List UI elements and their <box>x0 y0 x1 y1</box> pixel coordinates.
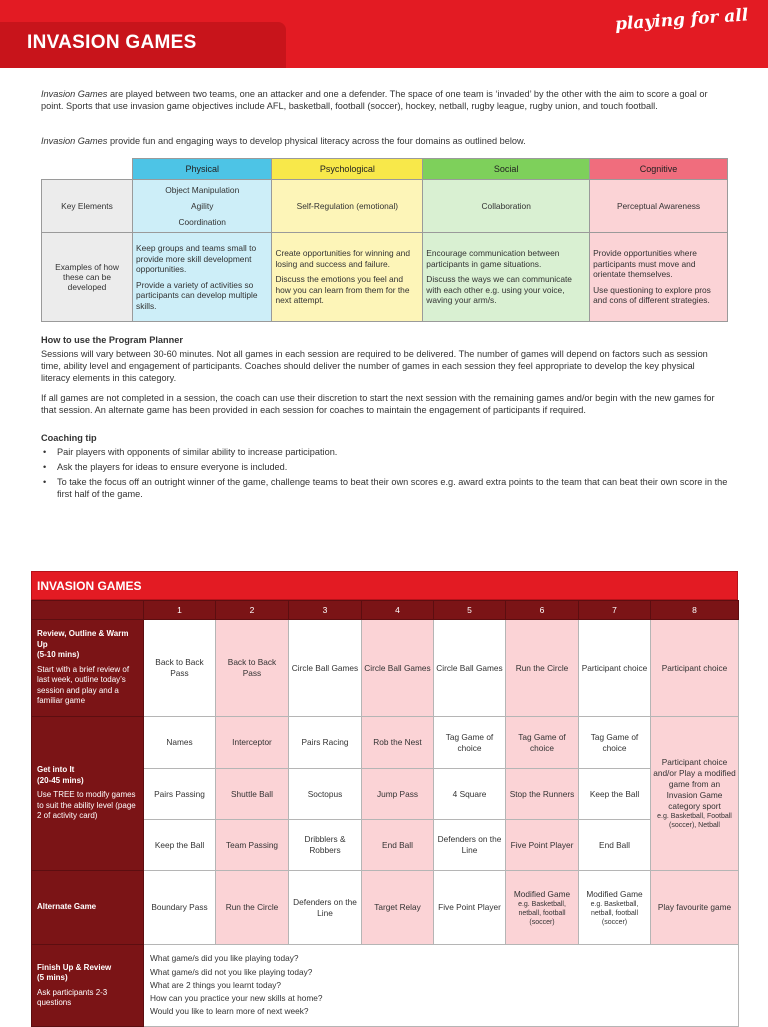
header-bar <box>0 0 768 68</box>
table-cell: Play favourite game <box>651 871 739 945</box>
table-cell: Back to Back Pass <box>216 620 289 717</box>
coaching-tip-heading: Coaching tip <box>41 433 97 443</box>
table-cell: Participant choice <box>651 620 739 717</box>
table-cell: Dribblers & Robbers <box>289 820 362 871</box>
ex-psy-2: Discuss the emotions you feel and how you can learn from them for the next attempt. <box>275 274 410 306</box>
table-cell: Keep the Ball <box>579 769 651 820</box>
table-cell: Back to Back Pass <box>144 620 216 717</box>
finish-heading: Finish Up & Review <box>37 962 112 972</box>
examples-physical <box>133 233 272 322</box>
table-cell: End Ball <box>579 820 651 871</box>
how-to-paragraph-1: Sessions will vary between 30-60 minutes. Not all games in each session are required to be delivered. The number of games will depend on factors such as session time, ability level and engagement of participants. Coaches should deliver the number of games in each session they feel appropriate to develop the key physical literacy elements in this category. <box>41 349 708 383</box>
key-physical <box>133 180 272 233</box>
row-label-examples: Examples of how these can be developed <box>42 233 133 322</box>
table-cell: Stop the Runners <box>506 769 579 820</box>
corner-cell <box>32 601 144 620</box>
session-number: 5 <box>434 601 506 620</box>
ex-psy-1: Create opportunities for winning and losing and success and failure. <box>275 248 410 269</box>
header-social: Social <box>423 159 590 180</box>
modified-game-label: Modified Game <box>513 888 571 899</box>
get-into-it-desc: Use TREE to modify games to suit the ability level (page 2 of activity card) <box>37 790 136 821</box>
table-cell: Tag Game of choice <box>579 717 651 769</box>
session-number: 2 <box>216 601 289 620</box>
list-item: • Ask the players for ideas to ensure everyone is included. <box>41 461 731 473</box>
table-cell: Interceptor <box>216 717 289 769</box>
brand-logo: playing for all <box>614 5 749 35</box>
table-cell: Soctopus <box>289 769 362 820</box>
table-cell: Target Relay <box>362 871 434 945</box>
intro-p1-rest: are played between two teams, one an attacker and one a defender. The space of one team is ‘invaded’ by the other with the aim to score a goal or point. Sports that use invasion game objectives include AFL, basketball, football (soccer), hockey, netball, rugby league, rugby union, and touch football. <box>41 89 708 111</box>
list-item: Would you like to learn more of next week? <box>150 1006 309 1017</box>
table-cell: Pairs Racing <box>289 717 362 769</box>
table-cell: Rob the Nest <box>362 717 434 769</box>
table-cell: Jump Pass <box>362 769 434 820</box>
empty-corner <box>42 159 133 180</box>
key-physical-1: Object Manipulation <box>165 185 240 195</box>
table-cell <box>579 871 651 945</box>
row-header-get-into-it <box>32 717 144 871</box>
ex-cog-1: Provide opportunities where participants must move and orientate themselves. <box>593 248 697 280</box>
list-item: What game/s did not you like playing today? <box>150 966 313 977</box>
list-item: What game/s did you like playing today? <box>150 953 299 964</box>
header-psychological: Psychological <box>272 159 423 180</box>
table-cell: Tag Game of choice <box>434 717 506 769</box>
get-into-it-time: (20-45 mins) <box>37 775 84 785</box>
examples-social <box>423 233 590 322</box>
table-cell: Names <box>144 717 216 769</box>
list-item: How can you practice your new skills at home? <box>150 993 323 1004</box>
table-cell: Run the Circle <box>216 871 289 945</box>
table-cell: 4 Square <box>434 769 506 820</box>
col8-small-text: e.g. Basketball, Football (soccer), Netball <box>657 813 732 829</box>
header-cognitive: Cognitive <box>590 159 728 180</box>
key-cognitive: Perceptual Awareness <box>590 180 728 233</box>
list-item: • Pair players with opponents of similar ability to increase participation. <box>41 446 731 458</box>
table-cell: Defenders on the Line <box>434 820 506 871</box>
table-cell: Run the Circle <box>506 620 579 717</box>
review-heading: Review, Outline & Warm Up <box>37 629 129 649</box>
intro-paragraph-1 <box>41 88 721 112</box>
table-cell: Boundary Pass <box>144 871 216 945</box>
planner-title: INVASION GAMES <box>31 571 738 600</box>
table-cell: Circle Ball Games <box>289 620 362 717</box>
session-number: 3 <box>289 601 362 620</box>
table-cell: Circle Ball Games <box>362 620 434 717</box>
session-number: 1 <box>144 601 216 620</box>
ex-social-1: Encourage communication between participants in game situations. <box>426 248 560 269</box>
row-header-review <box>32 620 144 717</box>
col8-main-text: Participant choice and/or Play a modified game from an Invasion Game category sport <box>653 757 736 811</box>
table-cell: Five Point Player <box>506 820 579 871</box>
table-cell: Keep the Ball <box>144 820 216 871</box>
key-social: Collaboration <box>423 180 590 233</box>
examples-psychological <box>272 233 423 322</box>
session-number: 4 <box>362 601 434 620</box>
list-item: • To take the focus off an outright winner of the game, challenge teams to beat their own scores e.g. award extra points to the team that can beat their own score in the first half of the game. <box>41 476 731 500</box>
examples-cognitive <box>590 233 728 322</box>
table-cell-session-8-main <box>651 717 739 871</box>
review-desc: Start with a brief review of last week, outline today’s session and play and a familiar game <box>37 664 130 706</box>
modified-game-small: e.g. Basketball, netball, football (soccer) <box>590 900 639 926</box>
planner-table <box>31 600 739 1027</box>
session-number: 7 <box>579 601 651 620</box>
how-to-heading: How to use the Program Planner <box>41 335 183 345</box>
row-header-finish <box>32 945 144 1027</box>
table-cell: Team Passing <box>216 820 289 871</box>
row-header-alternate <box>32 871 144 945</box>
row-label-key-elements: Key Elements <box>42 180 133 233</box>
table-cell: Shuttle Ball <box>216 769 289 820</box>
program-planner <box>31 571 738 1027</box>
ex-social-2: Discuss the ways we can communicate with each other e.g. using your voice, waving your arm/s. <box>426 274 572 306</box>
table-cell <box>506 871 579 945</box>
session-number: 6 <box>506 601 579 620</box>
alternate-heading: Alternate Game <box>37 902 97 912</box>
table-cell: End Ball <box>362 820 434 871</box>
finish-time: (5 mins) <box>37 973 68 982</box>
coaching-tip-list <box>41 446 731 503</box>
table-cell: Participant choice <box>579 620 651 717</box>
intro-p2-rest: provide fun and engaging ways to develop physical literacy across the four domains as outlined below. <box>107 136 526 146</box>
ex-cog-2: Use questioning to explore pros and cons of different strategies. <box>593 284 711 306</box>
table-cell: Circle Ball Games <box>434 620 506 717</box>
intro-p1-lead: Invasion Games <box>41 89 108 99</box>
ex-physical-1: Keep groups and teams small to provide more skill development opportunities. <box>136 243 257 274</box>
get-into-it-heading: Get into It <box>37 765 75 775</box>
finish-questions <box>144 945 739 1027</box>
domains-table <box>41 158 728 322</box>
intro-p2-lead: Invasion Games <box>41 136 108 146</box>
how-to-paragraph-2: If all games are not completed in a session, the coach can use their discretion to start the next session with the remaining games and/or begin with the new games for that session. An alternate game has been provided in each session for coaches to maintain the engagement of participants if required. <box>41 393 715 415</box>
table-cell: Defenders on the Line <box>289 871 362 945</box>
table-cell: Pairs Passing <box>144 769 216 820</box>
table-cell: Five Point Player <box>434 871 506 945</box>
list-item: What are 2 things you learnt today? <box>150 979 281 990</box>
key-psychological: Self-Regulation (emotional) <box>272 180 423 233</box>
modified-game-label: Modified Game <box>586 888 643 899</box>
key-physical-2: Agility <box>191 201 214 211</box>
header-physical: Physical <box>133 159 272 180</box>
finish-desc: Ask participants 2-3 questions <box>37 987 108 1007</box>
ex-physical-2: Provide a variety of activities so participants can develop multiple skills. <box>136 279 258 311</box>
review-time: (5-10 mins) <box>37 650 80 660</box>
page-title: INVASION GAMES <box>27 32 197 53</box>
table-cell: Tag Game of choice <box>506 717 579 769</box>
key-physical-3: Coordination <box>178 217 226 227</box>
intro-paragraph-2 <box>41 135 721 147</box>
modified-game-small: e.g. Basketball, netball, football (soccer) <box>518 900 566 926</box>
session-number: 8 <box>651 601 739 620</box>
